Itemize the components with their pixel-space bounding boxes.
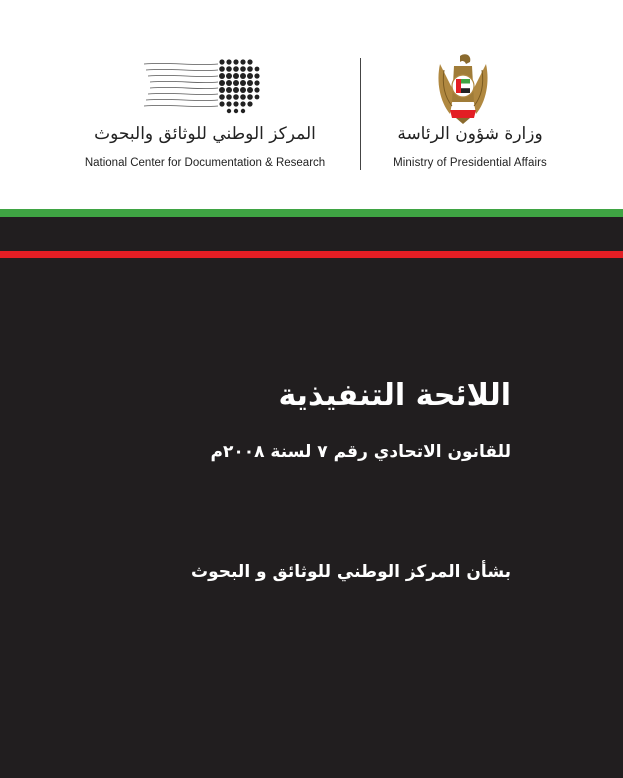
header-divider — [360, 58, 361, 170]
ministry-name-english: Ministry of Presidential Affairs — [393, 157, 547, 169]
ministry-brand — [370, 50, 570, 180]
center-name-arabic: المركز الوطني للوثائق والبحوث — [94, 124, 316, 144]
document-subtitle: للقانون الاتحادي رقم ٧ لسنة ٢٠٠٨م — [210, 442, 511, 462]
document-title: اللائحة التنفيذية — [278, 378, 511, 413]
ministry-name-arabic: وزارة شؤون الرئاسة — [397, 124, 543, 144]
document-topic: بشأن المركز الوطني للوثائق و البحوث — [191, 562, 511, 582]
header — [0, 0, 623, 210]
red-stripe — [0, 251, 623, 258]
green-stripe — [0, 209, 623, 217]
cover-panel — [0, 217, 623, 778]
dot-wave-logo-icon — [142, 56, 272, 116]
uae-eagle-emblem-icon — [432, 52, 494, 126]
national-center-brand — [60, 50, 350, 180]
center-name-english: National Center for Documentation & Research — [84, 157, 326, 169]
